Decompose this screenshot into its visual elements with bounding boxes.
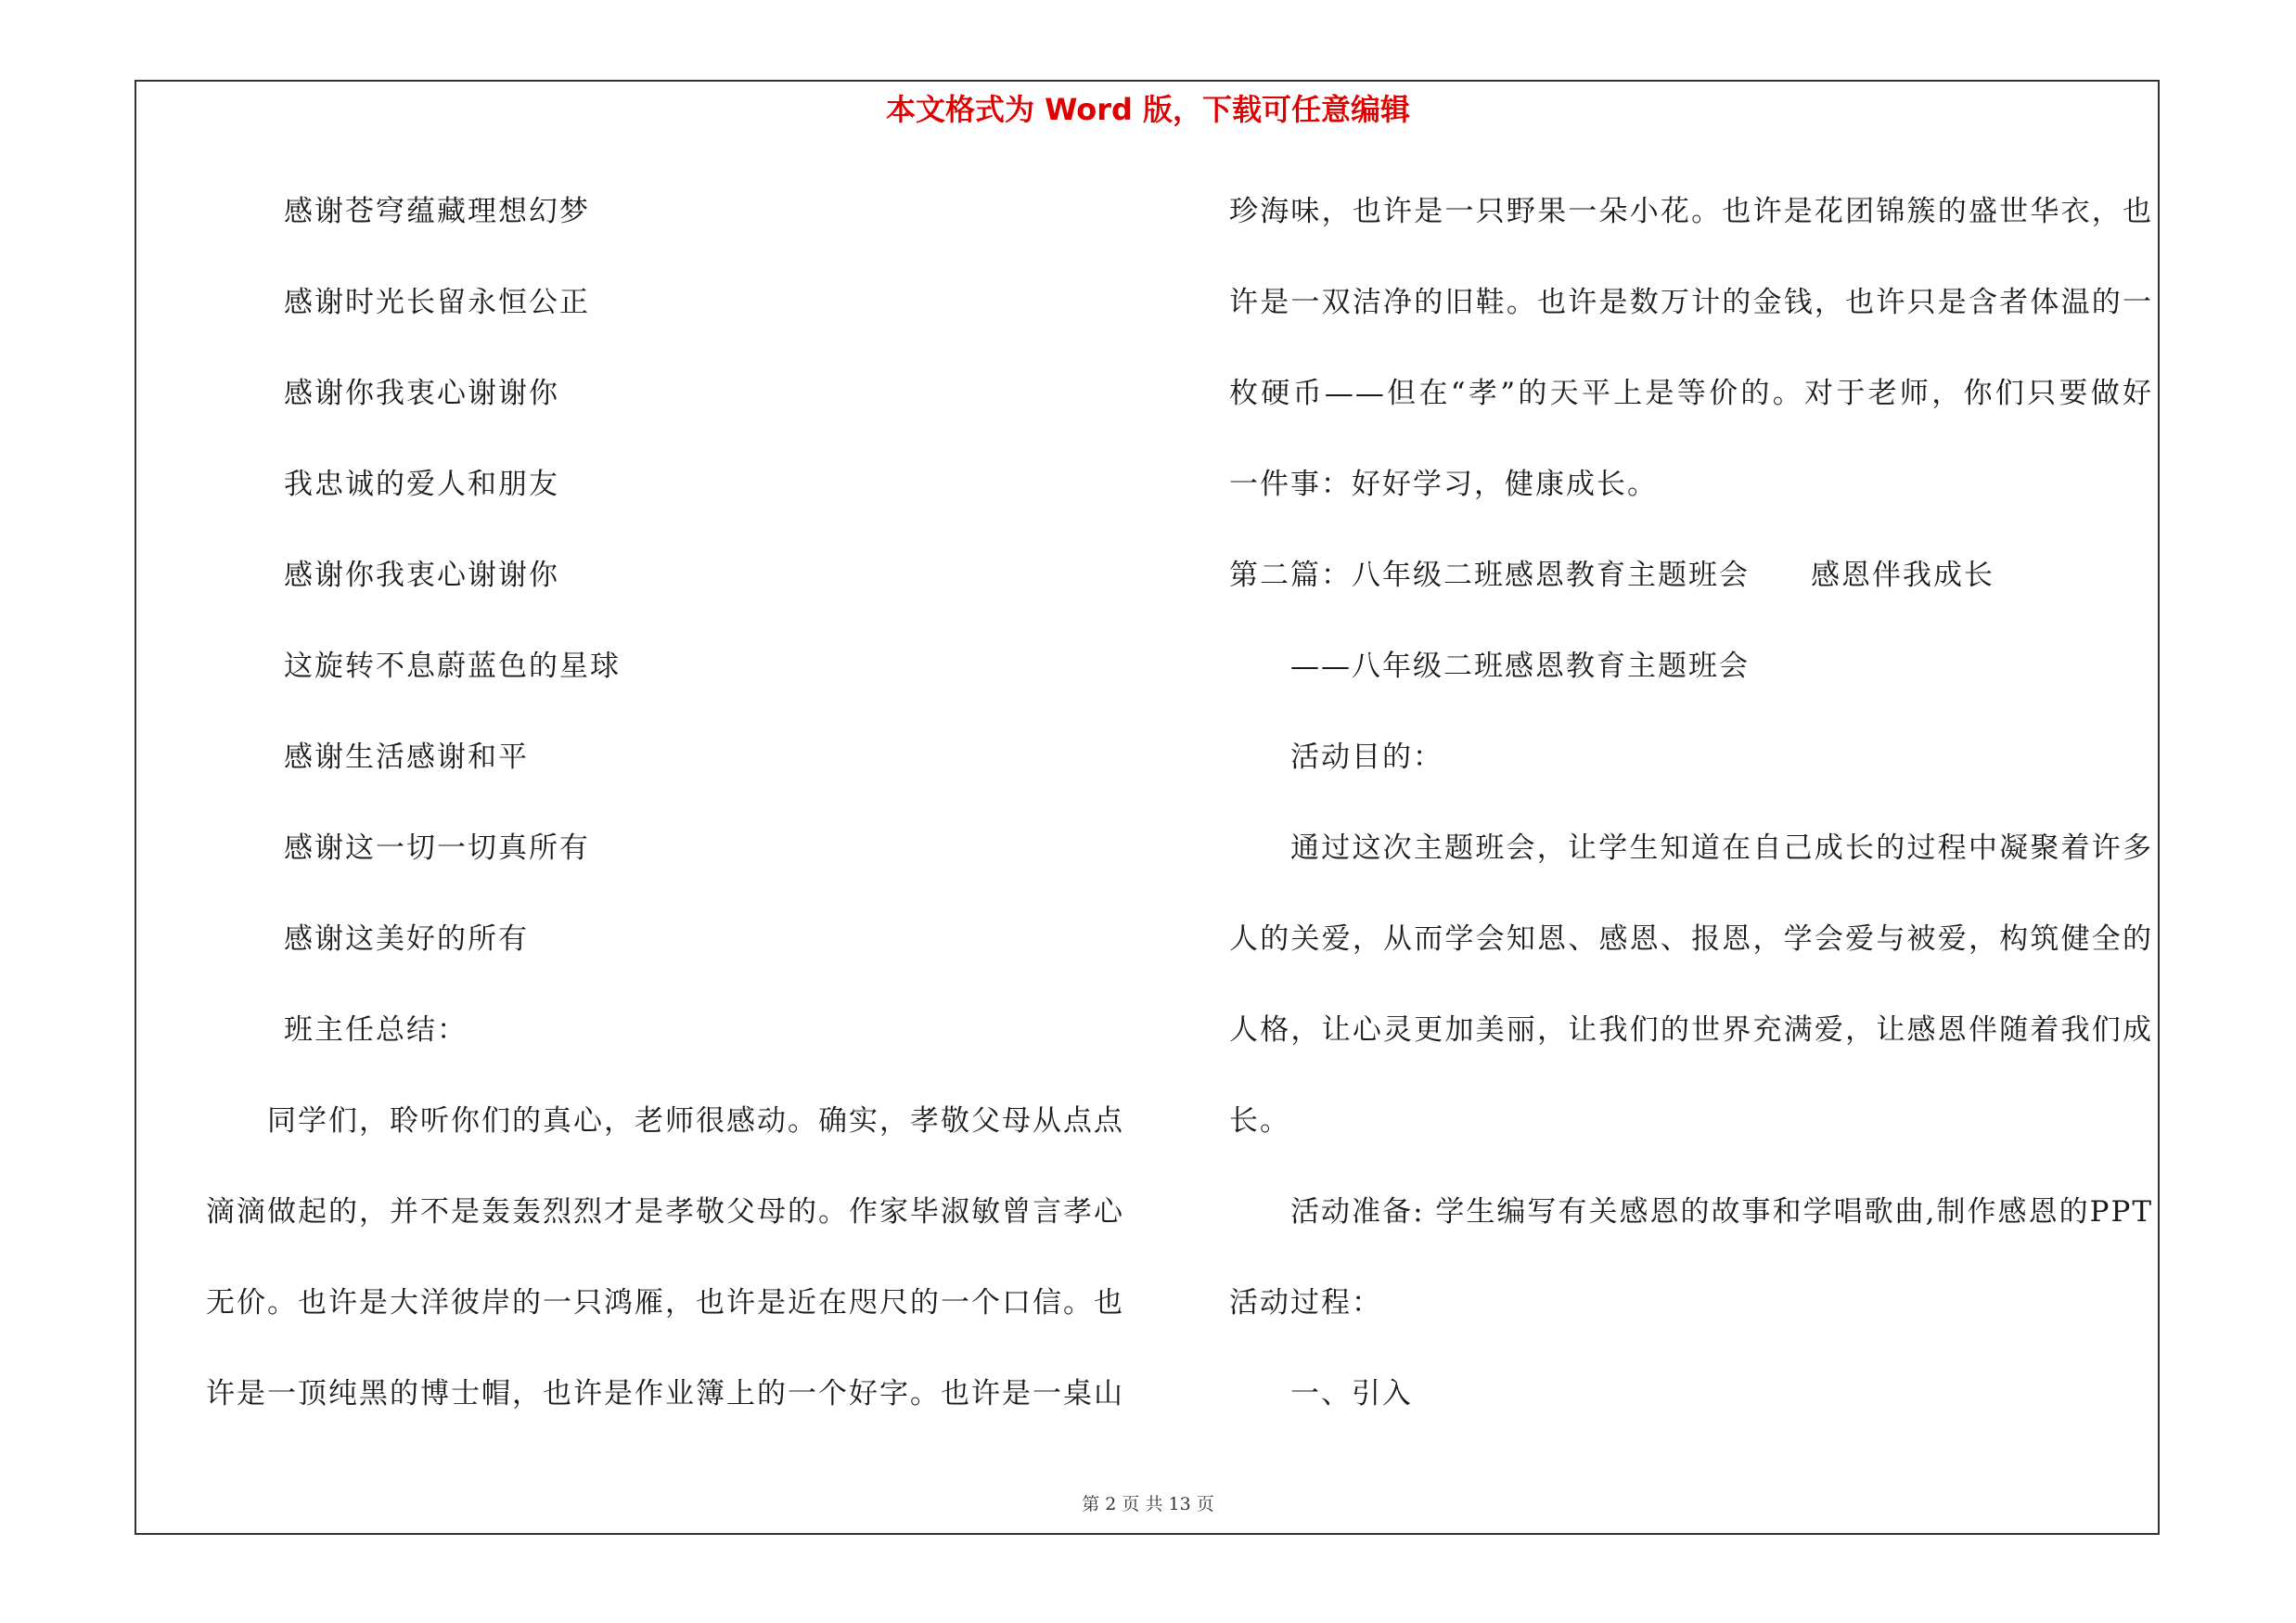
paragraph-line: 枚硬币——但在“孝”的天平上是等价的。对于老师，你们只要做好 bbox=[1229, 377, 2153, 410]
paragraph-line: 长。 bbox=[1229, 1104, 1290, 1138]
paragraph-line: 人的关爱，从而学会知恩、感恩、报恩，学会爱与被爱，构筑健全的 bbox=[1229, 922, 2153, 956]
paragraph-line: 珍海味，也许是一只野果一朵小花。也许是花团锦簇的盛世华衣，也 bbox=[1229, 195, 2153, 228]
paragraph-line: 一件事：好好学习，健康成长。 bbox=[1229, 468, 1658, 501]
section-heading: 班主任总结： bbox=[284, 1013, 468, 1047]
poem-line: 感谢这美好的所有 bbox=[284, 922, 529, 956]
paragraph-line: 通过这次主题班会，让学生知道在自己成长的过程中凝聚着许多 bbox=[1290, 831, 2153, 865]
poem-line: 这旋转不息蔚蓝色的星球 bbox=[284, 650, 621, 683]
chapter-title: 第二篇：八年级二班感恩教育主题班会 感恩伴我成长 bbox=[1229, 559, 1995, 592]
paragraph-line: 活动准备: 学生编写有关感恩的故事和学唱歌曲,制作感恩的PPT bbox=[1290, 1195, 2153, 1229]
section-heading: 活动过程： bbox=[1229, 1286, 1382, 1320]
section-heading: 一、引入 bbox=[1290, 1377, 1413, 1410]
poem-line: 感谢这一切一切真所有 bbox=[284, 831, 590, 865]
page-number: 第 2 页 共 13 页 bbox=[1082, 1494, 1214, 1514]
paragraph-line: 无价。也许是大洋彼岸的一只鸿雁，也许是近在咫尺的一个口信。也 bbox=[206, 1286, 1124, 1320]
chapter-subtitle: ——八年级二班感恩教育主题班会 bbox=[1290, 650, 1750, 683]
paragraph-line: 滴滴做起的，并不是轰轰烈烈才是孝敬父母的。作家毕淑敏曾言孝心 bbox=[206, 1195, 1124, 1229]
paragraph-line: 许是一顶纯黑的博士帽，也许是作业簿上的一个好字。也许是一桌山 bbox=[206, 1377, 1124, 1410]
poem-line: 感谢时光长留永恒公正 bbox=[284, 286, 590, 319]
paragraph-line: 许是一双洁净的旧鞋。也许是数万计的金钱，也许只是含者体温的一 bbox=[1229, 286, 2153, 319]
poem-line: 感谢你我衷心谢谢你 bbox=[284, 377, 559, 410]
poem-line: 我忠诚的爱人和朋友 bbox=[284, 468, 559, 501]
poem-line: 感谢生活感谢和平 bbox=[284, 741, 529, 774]
word-format-banner: 本文格式为 Word 版，下载可任意编辑 bbox=[885, 92, 1411, 127]
paragraph-line: 同学们，聆听你们的真心，老师很感动。确实，孝敬父母从点点 bbox=[267, 1104, 1124, 1138]
poem-line: 感谢苍穹蕴藏理想幻梦 bbox=[284, 195, 590, 228]
paragraph-line: 人格，让心灵更加美丽，让我们的世界充满爱，让感恩伴随着我们成 bbox=[1229, 1013, 2153, 1047]
section-heading: 活动目的： bbox=[1290, 741, 1443, 774]
poem-line: 感谢你我衷心谢谢你 bbox=[284, 559, 559, 592]
